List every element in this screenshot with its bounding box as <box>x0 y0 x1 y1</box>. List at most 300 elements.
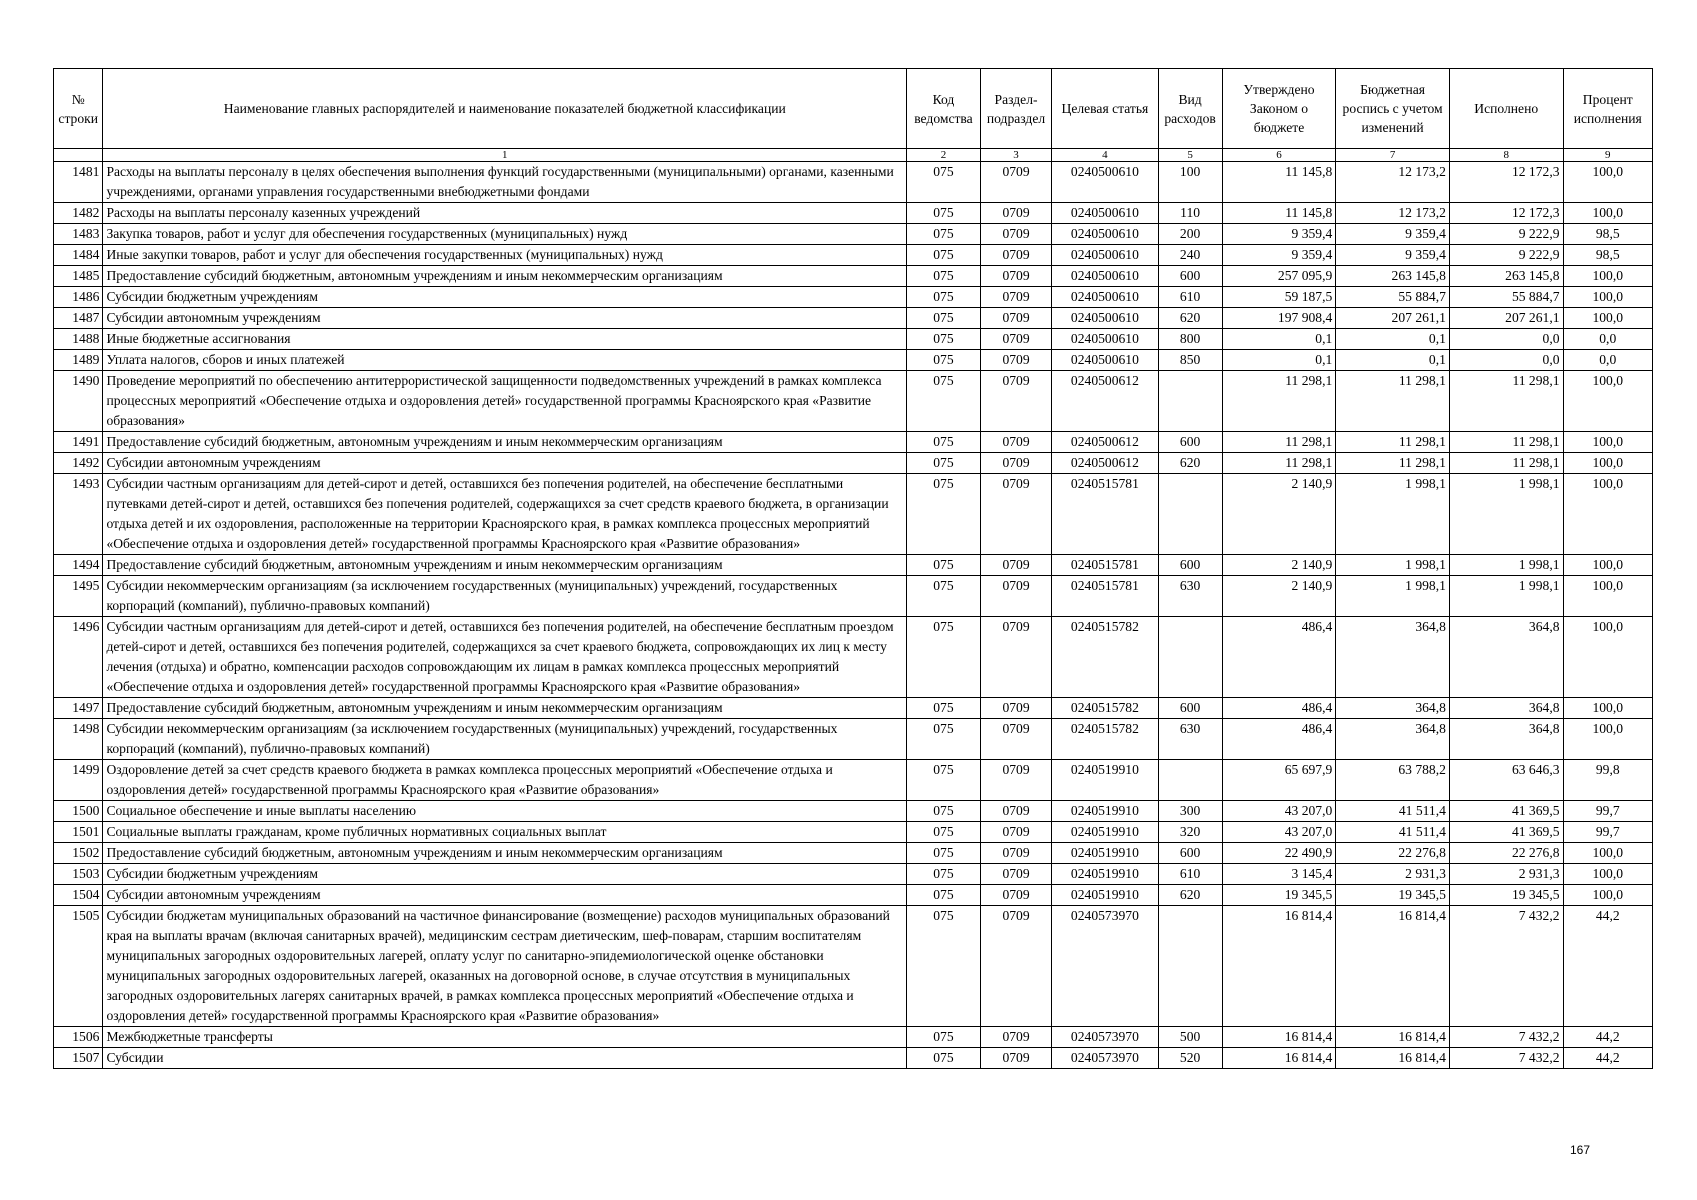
row-percent: 100,0 <box>1563 474 1652 555</box>
column-number <box>54 149 103 162</box>
row-executed: 0,0 <box>1449 329 1563 350</box>
row-budget-schedule: 22 276,8 <box>1336 843 1450 864</box>
row-percent: 100,0 <box>1563 617 1652 698</box>
row-executed: 364,8 <box>1449 698 1563 719</box>
row-approved: 0,1 <box>1222 329 1336 350</box>
row-approved: 257 095,9 <box>1222 266 1336 287</box>
row-number: 1496 <box>54 617 103 698</box>
row-approved: 19 345,5 <box>1222 885 1336 906</box>
row-expense-type: 620 <box>1158 885 1222 906</box>
row-name: Предоставление субсидий бюджетным, автономным учреждениям и иным некоммерческим организациям <box>103 843 907 864</box>
column-number: 4 <box>1052 149 1158 162</box>
row-percent: 0,0 <box>1563 329 1652 350</box>
row-target-article: 0240500610 <box>1052 203 1158 224</box>
row-section: 0709 <box>980 245 1052 266</box>
row-target-article: 0240515782 <box>1052 719 1158 760</box>
row-budget-schedule: 12 173,2 <box>1336 162 1450 203</box>
row-executed: 9 222,9 <box>1449 224 1563 245</box>
row-department-code: 075 <box>907 1027 981 1048</box>
row-approved: 22 490,9 <box>1222 843 1336 864</box>
row-section: 0709 <box>980 432 1052 453</box>
row-expense-type: 600 <box>1158 266 1222 287</box>
header-executed: Исполнено <box>1449 69 1563 149</box>
row-approved: 11 298,1 <box>1222 432 1336 453</box>
row-budget-schedule: 0,1 <box>1336 329 1450 350</box>
row-budget-schedule: 19 345,5 <box>1336 885 1450 906</box>
row-executed: 11 298,1 <box>1449 371 1563 432</box>
row-target-article: 0240500610 <box>1052 308 1158 329</box>
row-target-article: 0240573970 <box>1052 1048 1158 1069</box>
header-department-code: Код ведомства <box>907 69 981 149</box>
row-name: Предоставление субсидий бюджетным, автономным учреждениям и иным некоммерческим организациям <box>103 432 907 453</box>
row-section: 0709 <box>980 1027 1052 1048</box>
row-percent: 100,0 <box>1563 885 1652 906</box>
header-approved: Утверждено Законом о бюджете <box>1222 69 1336 149</box>
row-target-article: 0240500610 <box>1052 350 1158 371</box>
row-expense-type: 500 <box>1158 1027 1222 1048</box>
table-row <box>54 350 1653 371</box>
table-row <box>54 1048 1653 1069</box>
row-name: Проведение мероприятий по обеспечению антитеррористической защищенности подведомственных учреждений в рамках комплекса процессных мероприятий «Обеспечение отдыха и оздоровления детей» государственной программы Красноярского края «Развитие образования» <box>103 371 907 432</box>
table-row <box>54 719 1653 760</box>
row-section: 0709 <box>980 453 1052 474</box>
row-target-article: 0240519910 <box>1052 843 1158 864</box>
row-percent: 99,8 <box>1563 760 1652 801</box>
row-percent: 99,7 <box>1563 801 1652 822</box>
table-row <box>54 864 1653 885</box>
row-budget-schedule: 9 359,4 <box>1336 224 1450 245</box>
row-approved: 9 359,4 <box>1222 245 1336 266</box>
row-department-code: 075 <box>907 203 981 224</box>
row-executed: 1 998,1 <box>1449 474 1563 555</box>
row-percent: 98,5 <box>1563 224 1652 245</box>
row-number: 1497 <box>54 698 103 719</box>
row-department-code: 075 <box>907 576 981 617</box>
row-section: 0709 <box>980 1048 1052 1069</box>
row-section: 0709 <box>980 203 1052 224</box>
row-department-code: 075 <box>907 453 981 474</box>
row-percent: 100,0 <box>1563 308 1652 329</box>
row-expense-type: 240 <box>1158 245 1222 266</box>
row-name: Расходы на выплаты персоналу казенных учреждений <box>103 203 907 224</box>
row-executed: 19 345,5 <box>1449 885 1563 906</box>
row-department-code: 075 <box>907 371 981 432</box>
row-expense-type: 320 <box>1158 822 1222 843</box>
row-executed: 12 172,3 <box>1449 203 1563 224</box>
row-percent: 100,0 <box>1563 266 1652 287</box>
row-name: Субсидии автономным учреждениям <box>103 453 907 474</box>
row-budget-schedule: 364,8 <box>1336 617 1450 698</box>
column-number: 6 <box>1222 149 1336 162</box>
row-budget-schedule: 9 359,4 <box>1336 245 1450 266</box>
row-target-article: 0240500612 <box>1052 453 1158 474</box>
row-section: 0709 <box>980 308 1052 329</box>
row-budget-schedule: 16 814,4 <box>1336 1027 1450 1048</box>
row-department-code: 075 <box>907 329 981 350</box>
row-expense-type: 620 <box>1158 308 1222 329</box>
document-page <box>53 68 1653 1069</box>
row-number: 1506 <box>54 1027 103 1048</box>
column-number: 9 <box>1563 149 1652 162</box>
row-approved: 2 140,9 <box>1222 474 1336 555</box>
row-expense-type <box>1158 617 1222 698</box>
row-name: Субсидии некоммерческим организациям (за исключением государственных (муниципальных) учреждений, государственных корпораций (компаний), публично-правовых компаний) <box>103 576 907 617</box>
row-budget-schedule: 16 814,4 <box>1336 906 1450 1027</box>
row-budget-schedule: 1 998,1 <box>1336 474 1450 555</box>
row-percent: 100,0 <box>1563 576 1652 617</box>
row-number: 1505 <box>54 906 103 1027</box>
row-name: Субсидии бюджетам муниципальных образований на частичное финансирование (возмещение) расходов муниципальных образований края на выплаты врачам (включая санитарных врачей), медицинским сестрам диетическим, шеф-поварам, старшим воспитателям муниципальных загородных оздоровительных лагерей, оплату услуг по санитарно-эпидемиологической оценке обстановки муниципальных загородных оздоровительных лагерей, оказанных на договорной основе, в случае отсутствия в муниципальных загородных оздоровительных лагерях санитарных врачей, в рамках комплекса процессных мероприятий «Обеспечение отдыха и оздоровления детей» государственной программы Красноярского края «Развитие образования» <box>103 906 907 1027</box>
row-executed: 22 276,8 <box>1449 843 1563 864</box>
row-approved: 65 697,9 <box>1222 760 1336 801</box>
row-number: 1507 <box>54 1048 103 1069</box>
row-department-code: 075 <box>907 801 981 822</box>
row-name: Расходы на выплаты персоналу в целях обеспечения выполнения функций государственными (муниципальными) органами, казенными учреждениями, органами управления государственными внебюджетными фондами <box>103 162 907 203</box>
table-header-row <box>54 69 1653 149</box>
row-target-article: 0240500612 <box>1052 371 1158 432</box>
row-executed: 41 369,5 <box>1449 801 1563 822</box>
row-expense-type <box>1158 474 1222 555</box>
row-department-code: 075 <box>907 432 981 453</box>
row-approved: 2 140,9 <box>1222 576 1336 617</box>
row-budget-schedule: 207 261,1 <box>1336 308 1450 329</box>
column-number: 5 <box>1158 149 1222 162</box>
row-department-code: 075 <box>907 617 981 698</box>
header-name: Наименование главных распорядителей и наименование показателей бюджетной классификации <box>103 69 907 149</box>
table-row <box>54 906 1653 1027</box>
row-approved: 9 359,4 <box>1222 224 1336 245</box>
row-executed: 2 931,3 <box>1449 864 1563 885</box>
row-percent: 100,0 <box>1563 371 1652 432</box>
row-target-article: 0240500610 <box>1052 266 1158 287</box>
row-section: 0709 <box>980 617 1052 698</box>
row-name: Предоставление субсидий бюджетным, автономным учреждениям и иным некоммерческим организациям <box>103 266 907 287</box>
row-percent: 100,0 <box>1563 555 1652 576</box>
row-expense-type: 800 <box>1158 329 1222 350</box>
row-percent: 44,2 <box>1563 906 1652 1027</box>
page-number: 167 <box>1570 1143 1591 1157</box>
row-executed: 9 222,9 <box>1449 245 1563 266</box>
row-section: 0709 <box>980 371 1052 432</box>
row-expense-type: 630 <box>1158 719 1222 760</box>
row-number: 1503 <box>54 864 103 885</box>
row-section: 0709 <box>980 555 1052 576</box>
row-expense-type: 610 <box>1158 287 1222 308</box>
row-number: 1498 <box>54 719 103 760</box>
row-expense-type: 610 <box>1158 864 1222 885</box>
row-executed: 207 261,1 <box>1449 308 1563 329</box>
row-budget-schedule: 364,8 <box>1336 719 1450 760</box>
row-approved: 11 298,1 <box>1222 453 1336 474</box>
row-section: 0709 <box>980 474 1052 555</box>
row-target-article: 0240500610 <box>1052 329 1158 350</box>
header-target-article: Целевая статья <box>1052 69 1158 149</box>
row-name: Субсидии бюджетным учреждениям <box>103 864 907 885</box>
row-number: 1491 <box>54 432 103 453</box>
row-number: 1492 <box>54 453 103 474</box>
row-name: Социальные выплаты гражданам, кроме публичных нормативных социальных выплат <box>103 822 907 843</box>
row-percent: 44,2 <box>1563 1027 1652 1048</box>
row-percent: 100,0 <box>1563 864 1652 885</box>
row-approved: 16 814,4 <box>1222 906 1336 1027</box>
column-number-row <box>54 149 1653 162</box>
row-department-code: 075 <box>907 864 981 885</box>
row-name: Социальное обеспечение и иные выплаты населению <box>103 801 907 822</box>
row-section: 0709 <box>980 864 1052 885</box>
row-department-code: 075 <box>907 308 981 329</box>
row-executed: 364,8 <box>1449 617 1563 698</box>
row-name: Субсидии автономным учреждениям <box>103 308 907 329</box>
row-budget-schedule: 12 173,2 <box>1336 203 1450 224</box>
row-expense-type: 600 <box>1158 432 1222 453</box>
header-budget-schedule: Бюджетная роспись с учетом изменений <box>1336 69 1450 149</box>
row-department-code: 075 <box>907 266 981 287</box>
table-row <box>54 266 1653 287</box>
row-approved: 43 207,0 <box>1222 801 1336 822</box>
row-budget-schedule: 364,8 <box>1336 698 1450 719</box>
row-percent: 99,7 <box>1563 822 1652 843</box>
row-percent: 100,0 <box>1563 843 1652 864</box>
header-percent: Процент исполнения <box>1563 69 1652 149</box>
row-expense-type: 300 <box>1158 801 1222 822</box>
row-approved: 16 814,4 <box>1222 1048 1336 1069</box>
row-executed: 1 998,1 <box>1449 576 1563 617</box>
row-percent: 98,5 <box>1563 245 1652 266</box>
column-number: 1 <box>103 149 907 162</box>
table-row <box>54 843 1653 864</box>
row-budget-schedule: 2 931,3 <box>1336 864 1450 885</box>
row-percent: 100,0 <box>1563 432 1652 453</box>
row-approved: 11 298,1 <box>1222 371 1336 432</box>
row-department-code: 075 <box>907 162 981 203</box>
row-percent: 0,0 <box>1563 350 1652 371</box>
row-approved: 59 187,5 <box>1222 287 1336 308</box>
row-department-code: 075 <box>907 822 981 843</box>
row-department-code: 075 <box>907 350 981 371</box>
table-row <box>54 371 1653 432</box>
table-row <box>54 760 1653 801</box>
row-expense-type: 600 <box>1158 843 1222 864</box>
column-number: 8 <box>1449 149 1563 162</box>
row-expense-type: 100 <box>1158 162 1222 203</box>
row-name: Субсидии частным организациям для детей-сирот и детей, оставшихся без попечения родителей, на обеспечение бесплатными путевками детей-сирот и детей, оставшихся без попечения родителей, содержащихся за счет средств краевого бюджета, в организации отдыха детей и их оздоровления, расположенные на территории Красноярского края, в рамках комплекса процессных мероприятий «Обеспечение отдыха и оздоровления детей» государственной программы Красноярского края «Развитие образования» <box>103 474 907 555</box>
row-section: 0709 <box>980 906 1052 1027</box>
row-name: Субсидии бюджетным учреждениям <box>103 287 907 308</box>
table-row <box>54 555 1653 576</box>
row-name: Субсидии <box>103 1048 907 1069</box>
row-expense-type: 600 <box>1158 555 1222 576</box>
row-section: 0709 <box>980 287 1052 308</box>
row-budget-schedule: 1 998,1 <box>1336 555 1450 576</box>
row-budget-schedule: 11 298,1 <box>1336 371 1450 432</box>
row-section: 0709 <box>980 698 1052 719</box>
row-target-article: 0240500610 <box>1052 162 1158 203</box>
row-executed: 11 298,1 <box>1449 432 1563 453</box>
table-row <box>54 1027 1653 1048</box>
row-number: 1490 <box>54 371 103 432</box>
row-name: Закупка товаров, работ и услуг для обеспечения государственных (муниципальных) нужд <box>103 224 907 245</box>
row-budget-schedule: 11 298,1 <box>1336 432 1450 453</box>
row-executed: 7 432,2 <box>1449 1027 1563 1048</box>
row-department-code: 075 <box>907 245 981 266</box>
row-name: Субсидии некоммерческим организациям (за исключением государственных (муниципальных) учреждений, государственных корпораций (компаний), публично-правовых компаний) <box>103 719 907 760</box>
header-row-number: № строки <box>54 69 103 149</box>
header-section: Раздел-подраздел <box>980 69 1052 149</box>
row-number: 1499 <box>54 760 103 801</box>
row-target-article: 0240519910 <box>1052 885 1158 906</box>
row-executed: 41 369,5 <box>1449 822 1563 843</box>
row-target-article: 0240515781 <box>1052 555 1158 576</box>
table-row <box>54 617 1653 698</box>
row-number: 1504 <box>54 885 103 906</box>
table-row <box>54 432 1653 453</box>
row-name: Иные бюджетные ассигнования <box>103 329 907 350</box>
row-department-code: 075 <box>907 1048 981 1069</box>
row-department-code: 075 <box>907 719 981 760</box>
row-budget-schedule: 63 788,2 <box>1336 760 1450 801</box>
row-number: 1483 <box>54 224 103 245</box>
row-department-code: 075 <box>907 760 981 801</box>
row-executed: 63 646,3 <box>1449 760 1563 801</box>
table-row <box>54 453 1653 474</box>
row-number: 1482 <box>54 203 103 224</box>
table-row <box>54 698 1653 719</box>
row-percent: 44,2 <box>1563 1048 1652 1069</box>
row-approved: 197 908,4 <box>1222 308 1336 329</box>
row-executed: 0,0 <box>1449 350 1563 371</box>
row-percent: 100,0 <box>1563 162 1652 203</box>
row-target-article: 0240515781 <box>1052 474 1158 555</box>
row-number: 1500 <box>54 801 103 822</box>
header-expense-type: Вид расходов <box>1158 69 1222 149</box>
row-expense-type: 200 <box>1158 224 1222 245</box>
row-section: 0709 <box>980 266 1052 287</box>
row-section: 0709 <box>980 885 1052 906</box>
budget-execution-table <box>53 68 1653 1069</box>
row-department-code: 075 <box>907 287 981 308</box>
table-row <box>54 287 1653 308</box>
row-department-code: 075 <box>907 843 981 864</box>
row-percent: 100,0 <box>1563 698 1652 719</box>
row-number: 1488 <box>54 329 103 350</box>
table-row <box>54 308 1653 329</box>
row-target-article: 0240515781 <box>1052 576 1158 617</box>
row-approved: 2 140,9 <box>1222 555 1336 576</box>
row-number: 1487 <box>54 308 103 329</box>
row-section: 0709 <box>980 822 1052 843</box>
row-target-article: 0240519910 <box>1052 822 1158 843</box>
row-number: 1486 <box>54 287 103 308</box>
row-approved: 16 814,4 <box>1222 1027 1336 1048</box>
column-number: 2 <box>907 149 981 162</box>
table-row <box>54 224 1653 245</box>
row-name: Оздоровление детей за счет средств краевого бюджета в рамках комплекса процессных мероприятий «Обеспечение отдыха и оздоровления детей» государственной программы Красноярского края «Развитие образования» <box>103 760 907 801</box>
row-approved: 486,4 <box>1222 617 1336 698</box>
row-expense-type: 850 <box>1158 350 1222 371</box>
row-target-article: 0240500610 <box>1052 224 1158 245</box>
row-name: Предоставление субсидий бюджетным, автономным учреждениям и иным некоммерческим организациям <box>103 555 907 576</box>
row-approved: 3 145,4 <box>1222 864 1336 885</box>
row-target-article: 0240500610 <box>1052 287 1158 308</box>
row-department-code: 075 <box>907 474 981 555</box>
table-row <box>54 474 1653 555</box>
row-expense-type: 630 <box>1158 576 1222 617</box>
row-target-article: 0240573970 <box>1052 1027 1158 1048</box>
row-name: Субсидии автономным учреждениям <box>103 885 907 906</box>
row-approved: 486,4 <box>1222 698 1336 719</box>
row-section: 0709 <box>980 719 1052 760</box>
table-row <box>54 801 1653 822</box>
row-department-code: 075 <box>907 224 981 245</box>
row-name: Межбюджетные трансферты <box>103 1027 907 1048</box>
row-expense-type <box>1158 906 1222 1027</box>
row-number: 1493 <box>54 474 103 555</box>
column-number: 7 <box>1336 149 1450 162</box>
row-budget-schedule: 0,1 <box>1336 350 1450 371</box>
row-executed: 364,8 <box>1449 719 1563 760</box>
table-row <box>54 329 1653 350</box>
row-budget-schedule: 1 998,1 <box>1336 576 1450 617</box>
row-name: Субсидии частным организациям для детей-сирот и детей, оставшихся без попечения родителей, на обеспечение бесплатным проездом детей-сирот и детей, оставшихся без попечения родителей, содержащихся за счет краевого бюджета, сопровождающих их лиц к месту лечения (отдыха) и обратно, компенсации расходов сопровождающим их лицам в рамках комплекса процессных мероприятий «Обеспечение отдыха и оздоровления детей» государственной программы Красноярского края «Развитие образования» <box>103 617 907 698</box>
table-row <box>54 203 1653 224</box>
row-target-article: 0240519910 <box>1052 801 1158 822</box>
row-executed: 7 432,2 <box>1449 906 1563 1027</box>
row-budget-schedule: 41 511,4 <box>1336 801 1450 822</box>
row-expense-type <box>1158 760 1222 801</box>
row-section: 0709 <box>980 576 1052 617</box>
row-budget-schedule: 41 511,4 <box>1336 822 1450 843</box>
row-budget-schedule: 263 145,8 <box>1336 266 1450 287</box>
row-department-code: 075 <box>907 885 981 906</box>
row-target-article: 0240500612 <box>1052 432 1158 453</box>
row-section: 0709 <box>980 224 1052 245</box>
row-target-article: 0240500610 <box>1052 245 1158 266</box>
row-target-article: 0240515782 <box>1052 698 1158 719</box>
row-approved: 486,4 <box>1222 719 1336 760</box>
row-approved: 0,1 <box>1222 350 1336 371</box>
row-executed: 11 298,1 <box>1449 453 1563 474</box>
row-expense-type: 110 <box>1158 203 1222 224</box>
row-executed: 1 998,1 <box>1449 555 1563 576</box>
row-section: 0709 <box>980 162 1052 203</box>
table-row <box>54 576 1653 617</box>
row-number: 1484 <box>54 245 103 266</box>
row-section: 0709 <box>980 843 1052 864</box>
row-executed: 7 432,2 <box>1449 1048 1563 1069</box>
row-expense-type: 600 <box>1158 698 1222 719</box>
row-expense-type: 520 <box>1158 1048 1222 1069</box>
row-percent: 100,0 <box>1563 287 1652 308</box>
column-number: 3 <box>980 149 1052 162</box>
row-number: 1495 <box>54 576 103 617</box>
row-department-code: 075 <box>907 906 981 1027</box>
row-expense-type <box>1158 371 1222 432</box>
row-executed: 263 145,8 <box>1449 266 1563 287</box>
row-target-article: 0240519910 <box>1052 864 1158 885</box>
row-budget-schedule: 11 298,1 <box>1336 453 1450 474</box>
row-section: 0709 <box>980 760 1052 801</box>
row-approved: 11 145,8 <box>1222 203 1336 224</box>
row-number: 1494 <box>54 555 103 576</box>
table-row <box>54 822 1653 843</box>
row-name: Уплата налогов, сборов и иных платежей <box>103 350 907 371</box>
table-row <box>54 162 1653 203</box>
row-target-article: 0240515782 <box>1052 617 1158 698</box>
row-department-code: 075 <box>907 698 981 719</box>
row-number: 1489 <box>54 350 103 371</box>
row-budget-schedule: 55 884,7 <box>1336 287 1450 308</box>
row-approved: 43 207,0 <box>1222 822 1336 843</box>
